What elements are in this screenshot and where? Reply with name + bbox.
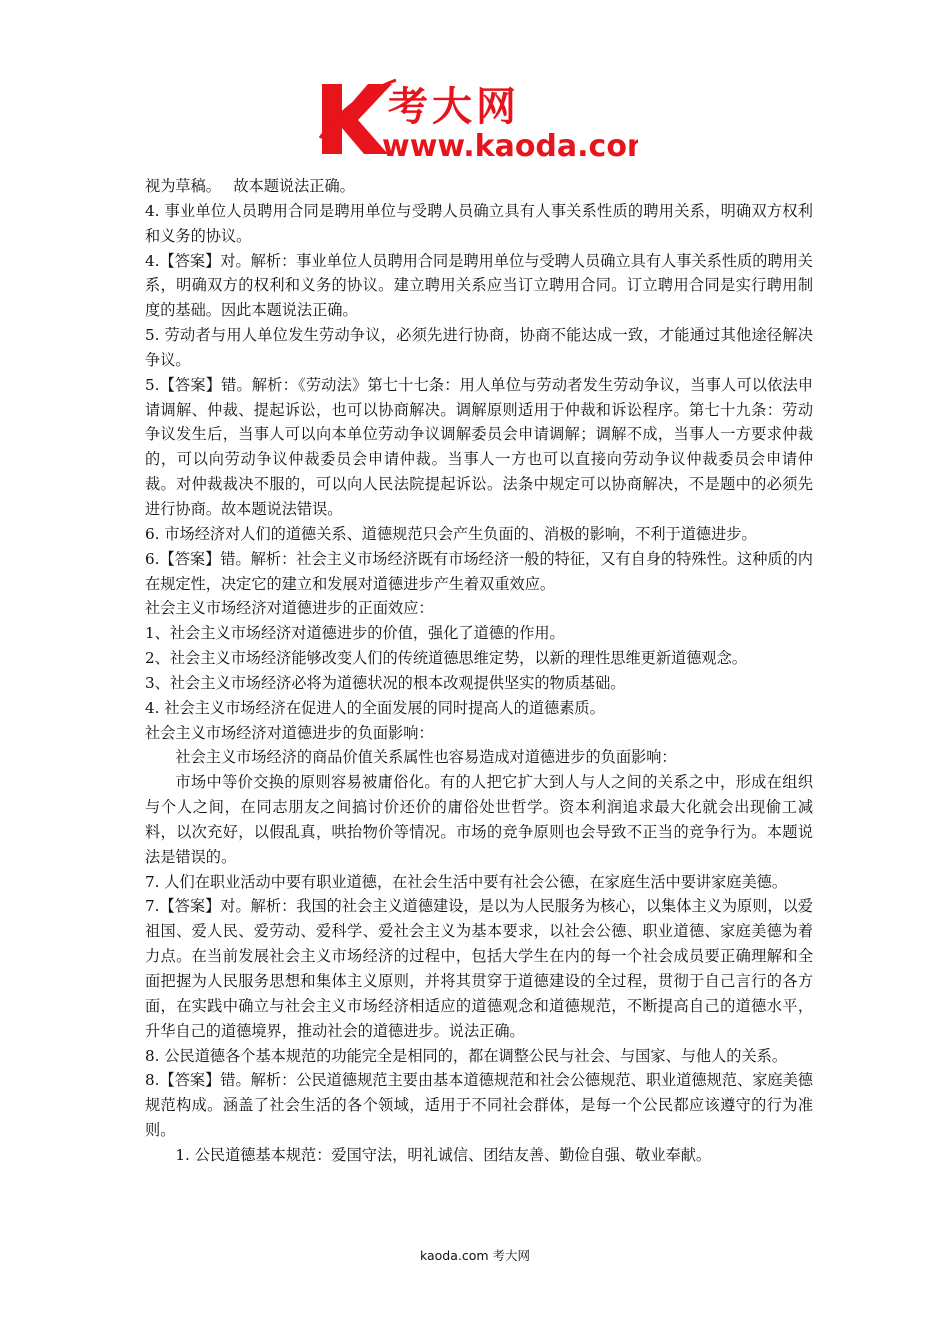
- paragraph: 5. 劳动者与用人单位发生劳动争议，必须先进行协商，协商不能达成一致，才能通过其他途径解决争议。: [145, 326, 813, 369]
- paragraph: 4. 社会主义市场经济在促进人的全面发展的同时提高人的道德素质。: [145, 698, 605, 717]
- paragraph: 7. 人们在职业活动中要有职业道德，在社会生活中要有社会公德，在家庭生活中要讲家庭美德。: [145, 872, 788, 891]
- logo-chinese-text: 考大网: [388, 84, 520, 130]
- paragraph: 5.【答案】错。解析：《劳动法》第七十七条：用人单位与劳动者发生劳动争议，当事人可以依法申请调解、仲裁、提起诉讼，也可以协商解决。调解原则适用于仲裁和诉讼程序。第七十九条：劳动争议发生后，当事人可以向本单位劳动争议调解委员会申请调解；调解不成，当事人一方要求仲裁的，可以向劳动争议仲裁委员会申请仲裁。当事人一方也可以直接向劳动争议仲裁委员会申请仲裁。对仲裁裁决不服的，可以向人民法院提起诉讼。法条中规定可以协商解决，不是题中的必须先进行协商。故本题说法错误。: [145, 375, 813, 518]
- kaoda-logo: [318, 78, 638, 162]
- document-body: [145, 174, 813, 1168]
- paragraph: 7.【答案】对。解析：我国的社会主义道德建设，是以为人民服务为核心，以集体主义为原则，以爱祖国、爱人民、爱劳动、爱科学、爱社会主义为基本要求，以社会公德、职业道德、家庭美德为着力点。在当前发展社会主义市场经济的过程中，包括大学生在内的每一个社会成员要正确理解和全面把握为人民服务思想和集体主义原则，并将其贯穿于道德建设的全过程，贯彻于自己言行的各方面，在实践中确立与社会主义市场经济相适应的道德观念和道德规范，不断提高自己的道德水平，升华自己的道德境界，推动社会的道德进步。说法正确。: [145, 897, 813, 1040]
- paragraph: 2、社会主义市场经济能够改变人们的传统道德思维定势，以新的理性思维更新道德观念。: [145, 649, 747, 668]
- paragraph: 社会主义市场经济对道德进步的负面影响：: [145, 723, 434, 742]
- kaoda-logo-graphic: [318, 78, 638, 162]
- paragraph: 市场中等价交换的原则容易被庸俗化。有的人把它扩大到人与人之间的关系之中，形成在组织与个人之间，在同志朋友之间搞讨价还价的庸俗处世哲学。资本利润追求最大化就会出现偷工减料，以次充好，以假乱真，哄抬物价等情况。市场的竞争原则也会导致不正当的竞争行为。本题说法是错误的。: [145, 773, 813, 866]
- page-footer: kaoda.com 考大网: [419, 1248, 531, 1263]
- paragraph: 8.【答案】错。解析：公民道德规范主要由基本道德规范和社会公德规范、职业道德规范、家庭美德规范构成。涵盖了社会生活的各个领域，适用于不同社会群体，是每一个公民都应该遵守的行为准则。: [145, 1071, 813, 1140]
- paragraph: 6.【答案】错。解析：社会主义市场经济既有市场经济一般的特征，又有自身的特殊性。这种质的内在规定性，决定它的建立和发展对道德进步产生着双重效应。: [145, 549, 813, 593]
- paragraph: 社会主义市场经济对道德进步的正面效应：: [145, 599, 434, 618]
- paragraph: 1. 公民道德基本规范：爱国守法，明礼诚信、团结友善、勤俭自强、敬业奉献。: [175, 1145, 712, 1164]
- paragraph: 8. 公民道德各个基本规范的功能完全是相同的，都在调整公民与社会、与国家、与他人的关系。: [145, 1046, 788, 1065]
- logo-url-text: www.kaoda.com: [382, 129, 638, 162]
- paragraph: 社会主义市场经济的商品价值关系属性也容易造成对道德进步的负面影响：: [175, 748, 677, 767]
- paragraph: 4. 事业单位人员聘用合同是聘用单位与受聘人员确立具有人事关系性质的聘用关系，明确双方权利和义务的协议。: [145, 201, 813, 245]
- paragraph: 3、社会主义市场经济必将为道德状况的根本改观提供坚实的物质基础。: [145, 673, 626, 692]
- paragraph: 6. 市场经济对人们的道德关系、道德规范只会产生负面的、消极的影响，不利于道德进步。: [145, 524, 757, 543]
- paragraph: 1、社会主义市场经济对道德进步的价值，强化了道德的作用。: [145, 624, 565, 643]
- paragraph: 视为草稿。 故本题说法正确。: [145, 177, 355, 195]
- paragraph: 4.【答案】对。解析：事业单位人员聘用合同是聘用单位与受聘人员确立具有人事关系性质的聘用关系，明确双方的权利和义务的协议。建立聘用关系应当订立聘用合同。订立聘用合同是实行聘用制度的基础。因此本题说法正确。: [145, 251, 813, 320]
